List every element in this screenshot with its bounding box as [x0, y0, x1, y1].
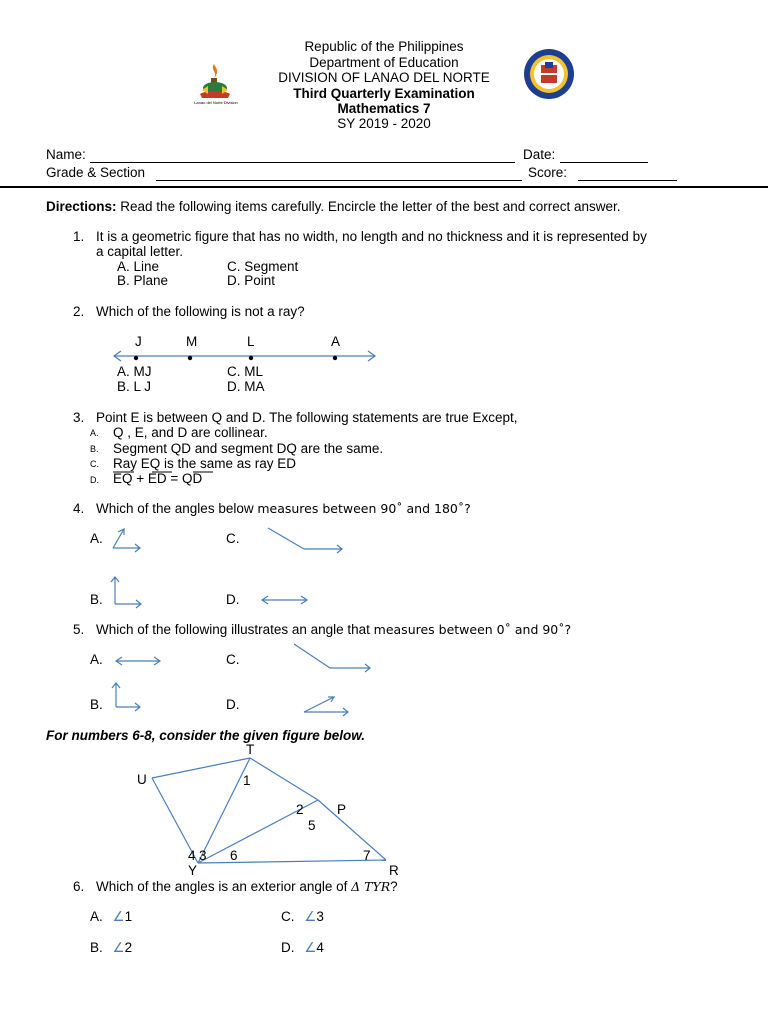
q6-choice-a-letter: A.	[90, 909, 103, 924]
q3-letter-b: B.	[90, 444, 99, 454]
q1-number: 1.	[73, 229, 85, 244]
q6-choice-c-value: 3	[316, 909, 324, 924]
q3-letter-d: D.	[90, 475, 99, 485]
q2-point-label-j: J	[135, 334, 142, 349]
q4-angle-d	[262, 596, 307, 604]
q4-angle-b	[111, 577, 141, 608]
angle-7-label: 7	[363, 848, 371, 863]
q2-point-j	[134, 356, 138, 360]
q2-point-label-a: A	[331, 334, 341, 349]
q3-choice-a[interactable]: Q , E, and D are collinear.	[113, 425, 268, 440]
q3-letter-c: C.	[90, 459, 99, 469]
q3-number: 3.	[73, 410, 85, 425]
q4-angle-c	[268, 528, 342, 553]
q4-text-start: Which of the angles below	[96, 501, 258, 516]
point-r-label: R	[389, 863, 399, 878]
date-line[interactable]	[560, 162, 648, 163]
q4-angle-a	[113, 529, 140, 552]
q6-choice-b-letter: B.	[90, 940, 103, 955]
q2-text: Which of the following is not a ray?	[96, 304, 305, 319]
figure-instructions: For numbers 6-8, consider the given figure below.	[46, 728, 366, 743]
q3-choice-c[interactable]: Ray EQ is the same as ray ED	[113, 456, 297, 471]
q3-choice-d[interactable]: EQ + ED = QD	[113, 471, 203, 486]
q2-choice-c[interactable]: C. ML	[227, 364, 264, 379]
q6-choice-c-letter: C.	[281, 909, 295, 924]
point-u-label: U	[137, 772, 147, 787]
q6-number: 6.	[73, 879, 85, 894]
q1-choice-a[interactable]: A. Line	[117, 259, 160, 274]
angle-icon: ∠	[112, 940, 125, 956]
q2-choice-b[interactable]: B. L J	[117, 379, 152, 394]
q4-number: 4.	[73, 501, 85, 516]
header-divider	[0, 186, 768, 188]
q5-angle-a	[116, 657, 160, 665]
q6-choice-b-value: 2	[124, 940, 133, 955]
q5-text	[96, 622, 571, 637]
q2-point-label-m: M	[186, 334, 198, 349]
q3-choice-b[interactable]: Segment QD and segment DQ are the same.	[113, 441, 384, 456]
angle-1-label: 1	[243, 773, 251, 788]
angle-icon: ∠	[304, 940, 317, 956]
q4-text-range: measures between 90˚ and 180˚?	[257, 501, 471, 516]
q2-number: 2.	[73, 304, 85, 319]
q5-choice-b[interactable]: B.	[90, 697, 103, 712]
q6-choice-d-value: 4	[316, 940, 324, 955]
q6-choice-b[interactable]	[90, 940, 132, 956]
directions-text: Read the following items carefully. Encircle the letter of the best and correct answer.	[120, 199, 621, 214]
division-logo-caption: Lanao del Norte Division	[194, 100, 238, 105]
directions-label: Directions:	[46, 199, 117, 214]
q6-text	[96, 879, 398, 894]
directions	[46, 199, 621, 214]
grade-section-line[interactable]	[156, 180, 522, 181]
q2-choice-a[interactable]: A. MJ	[117, 364, 152, 379]
q6-choice-d[interactable]	[281, 940, 324, 956]
name-label: Name:	[46, 147, 86, 162]
angle-icon: ∠	[112, 909, 125, 925]
header-exam-title: Third Quarterly Examination	[293, 86, 475, 101]
angle-icon: ∠	[304, 909, 317, 925]
q5-choice-a[interactable]: A.	[90, 652, 103, 667]
score-label: Score:	[528, 165, 568, 180]
q6-text-main: Which of the angles is an exterior angle of	[96, 879, 352, 894]
header-division: DIVISION OF LANAO DEL NORTE	[278, 70, 490, 85]
q2-point-a	[333, 356, 337, 360]
header-republic: Republic of the Philippines	[304, 39, 464, 54]
q5-angle-d	[304, 697, 348, 716]
q4-choice-a[interactable]: A.	[90, 531, 103, 546]
q6-choice-c[interactable]	[281, 909, 324, 925]
point-y-label: Y	[188, 863, 198, 878]
q5-text-start: Which of the following illustrates an angle that	[96, 622, 374, 637]
q6-choice-a[interactable]	[90, 909, 132, 925]
grade-section-label: Grade & Section	[46, 165, 146, 180]
score-line[interactable]	[578, 180, 677, 181]
name-line[interactable]	[90, 162, 515, 163]
q5-text-range: measures between 0˚ and 90˚?	[373, 622, 572, 637]
q2-point-label-l: L	[247, 334, 255, 349]
q5-choice-d[interactable]: D.	[226, 697, 240, 712]
angle-6-label: 6	[230, 848, 238, 863]
q2-point-l	[249, 356, 253, 360]
q1-choice-c[interactable]: C. Segment	[227, 259, 299, 274]
q1-choice-b[interactable]: B. Plane	[117, 273, 169, 288]
q4-choice-d[interactable]: D.	[226, 592, 240, 607]
point-t-label: T	[246, 742, 255, 757]
q1-choice-d[interactable]: D. Point	[227, 273, 276, 288]
q6-triangle: Δ TYR	[351, 879, 391, 894]
q1-text-line2: a capital letter.	[96, 244, 184, 259]
q5-angle-c	[294, 644, 370, 672]
q1-text-line1: It is a geometric figure that has no width, no length and no thickness and it is represented by	[96, 229, 647, 244]
q5-number: 5.	[73, 622, 85, 637]
q6-choice-a-value: 1	[124, 909, 133, 924]
q4-choice-b[interactable]: B.	[90, 592, 103, 607]
q6-question-mark: ?	[390, 879, 398, 894]
header-department: Department of Education	[309, 55, 459, 70]
q3-letter-a: A.	[90, 428, 99, 438]
q3-text: Point E is between Q and D. The following statements are true Except,	[96, 410, 518, 425]
header-subject: Mathematics 7	[337, 101, 431, 116]
q6-choice-d-letter: D.	[281, 940, 295, 955]
header-school-year: SY 2019 - 2020	[337, 116, 431, 131]
q5-choice-c[interactable]: C.	[226, 652, 240, 667]
angle-3-label: 3	[199, 848, 207, 863]
date-label: Date:	[523, 147, 556, 162]
q2-point-m	[188, 356, 192, 360]
q2-choice-d[interactable]: D. MA	[227, 379, 265, 394]
angle-2-label: 2	[296, 802, 304, 817]
angle-5-label: 5	[308, 818, 316, 833]
angle-4-label: 4	[188, 848, 196, 863]
q4-text	[96, 501, 471, 516]
q4-choice-c[interactable]: C.	[226, 531, 240, 546]
point-p-label: P	[337, 802, 347, 817]
q5-angle-b	[112, 683, 140, 711]
